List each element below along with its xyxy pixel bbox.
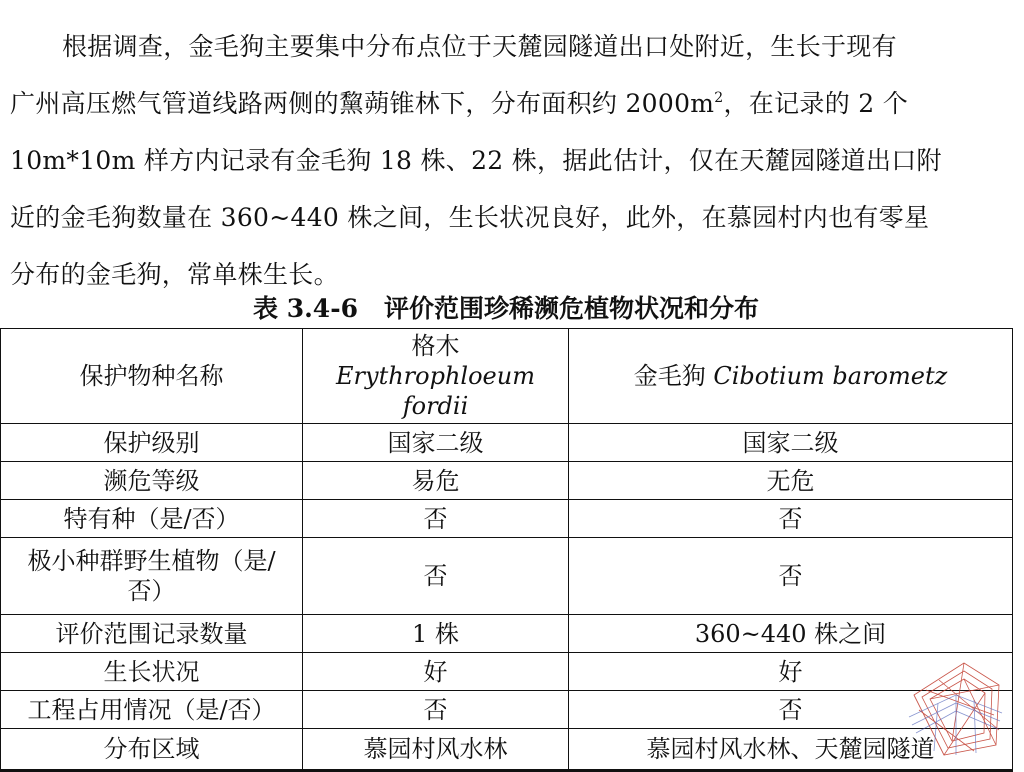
table-number: 表 3.4-6 [253,294,358,323]
row-value-erythrophloeum: 好 [303,653,569,691]
endangered-plants-table [0,328,1013,772]
row-label: 评价范围记录数量 [1,615,303,653]
body-paragraph [10,18,1010,303]
row-value-cibotium: 否 [569,538,1013,615]
header-erythrophloeum-cn: 格木 [411,332,460,360]
row-value-erythrophloeum: 否 [303,538,569,615]
header-erythrophloeum-latin-a: Erythrophloeum [336,362,535,390]
row-value-cibotium: 否 [569,500,1013,538]
table-header-row [1,329,1013,424]
row-label: 生长状况 [1,653,303,691]
row-label: 特有种（是/否） [1,500,303,538]
row-label: 保护级别 [1,424,303,462]
row-value-cibotium: 好 [569,653,1013,691]
paragraph-line-2 [10,75,1010,132]
header-erythrophloeum-latin-b: fordii [402,392,469,420]
table-row [1,538,1013,615]
row-label: 濒危等级 [1,462,303,500]
row-value-erythrophloeum: 慕园村风水林 [303,729,569,771]
paragraph-line-2-text: 广州高压燃气管道线路两侧的黧蒴锥林下，分布面积约 2000m [10,89,715,118]
row-label-line2: 否） [127,577,176,605]
area-unit-superscript: 2 [714,90,724,106]
table-row [1,615,1013,653]
row-label [1,538,303,615]
table-row [1,691,1013,729]
table-row [1,653,1013,691]
paragraph-line-3: 10m*10m 样方内记录有金毛狗 18 株、22 株，据此估计，仅在天麓园隧道出口附 [10,146,942,175]
header-cibotium-cn: 金毛狗 [633,362,714,390]
table-title: 评价范围珍稀濒危植物状况和分布 [383,294,759,323]
row-value-cibotium: 360~440 株之间 [569,615,1013,653]
row-value-erythrophloeum: 1 株 [303,615,569,653]
paragraph-line-5: 分布的金毛狗，常单株生长。 [10,260,339,289]
row-value-cibotium: 慕园村风水林、天麓园隧道 [569,729,1013,771]
row-value-erythrophloeum: 否 [303,691,569,729]
header-cell-erythrophloeum [303,329,569,424]
table-row [1,729,1013,771]
table-row [1,500,1013,538]
header-erythrophloeum-line1 [309,331,562,391]
row-value-erythrophloeum: 易危 [303,462,569,500]
header-cell-species-name: 保护物种名称 [1,329,303,424]
row-value-erythrophloeum: 国家二级 [303,424,569,462]
table-row [1,424,1013,462]
header-cibotium-latin: Cibotium barometz [713,362,948,390]
row-label-line1: 极小种群野生植物（是/ [27,547,276,575]
header-cell-cibotium [569,329,1013,424]
row-value-cibotium: 否 [569,691,1013,729]
table-row [1,462,1013,500]
row-value-erythrophloeum: 否 [303,500,569,538]
row-value-cibotium: 无危 [569,462,1013,500]
row-value-cibotium: 国家二级 [569,424,1013,462]
geometric-mesh-logo-icon [904,655,1004,760]
paragraph-line-4: 近的金毛狗数量在 360~440 株之间，生长状况良好，此外，在慕园村内也有零星 [10,203,930,232]
paragraph-line-1: 根据调查，金毛狗主要集中分布点位于天麓园隧道出口处附近，生长于现有 [62,32,897,61]
row-label: 分布区域 [1,729,303,771]
paragraph-line-2-tail: ，在记录的 2 个 [723,89,908,118]
table-caption [0,293,1012,325]
row-label: 工程占用情况（是/否） [1,691,303,729]
